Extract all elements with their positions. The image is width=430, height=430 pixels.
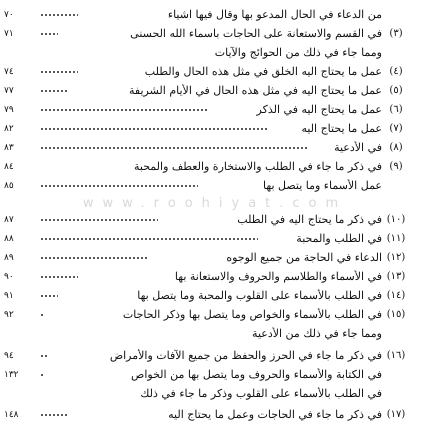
dot-leader (40, 373, 43, 378)
toc-index-number: (١١) (386, 233, 406, 244)
toc-entry (0, 367, 430, 382)
toc-page-number: ٧٠ (4, 10, 14, 20)
toc-index-number: (٨) (389, 142, 403, 153)
toc-page-number (4, 388, 34, 400)
toc-index-number: (١٧) (386, 409, 406, 420)
toc-entry (0, 407, 430, 422)
toc-page-number: ٩٢ (4, 310, 14, 320)
toc-page-number: ٨٩ (4, 253, 14, 263)
toc-title: في الأسماء والطلاسم والحروف والاستعانة بها (174, 270, 382, 283)
toc-page-number: ٩٤ (4, 351, 14, 361)
toc-index-number: (٧) (389, 123, 403, 134)
toc-page-number: ٧١ (4, 29, 14, 39)
dot-leader (40, 413, 68, 418)
toc-title: عمل الأسماء وما يتصل بها (263, 179, 382, 192)
toc-title: في ذكر ما جاء في الحرز والحفظ من جميع الآفات والأمراض (109, 349, 382, 362)
toc-page-number: ٨٧ (4, 215, 14, 225)
toc-entry (0, 288, 430, 303)
toc-index-number: (١٤) (386, 290, 406, 301)
toc-page-number: ٨٣ (4, 143, 14, 153)
toc-entry (0, 26, 430, 41)
dot-leader (40, 354, 48, 359)
toc-entry (0, 121, 430, 136)
toc-page-number (4, 328, 34, 340)
toc-index-number: (٥) (389, 85, 403, 96)
dot-leader (40, 313, 43, 318)
toc-index-number: (٩) (389, 161, 403, 172)
dot-leader (40, 184, 198, 189)
toc-page-number: ٩١ (4, 291, 14, 301)
toc-page-number: ١٤٨ (4, 410, 19, 420)
toc-title: في ذكر ما جاء في الحاجات وعمل ما يحتاج اليه (168, 408, 382, 421)
toc-title: عمل ما يحتاج اليه في الذكر (256, 103, 382, 116)
toc-entry (0, 386, 430, 401)
dot-leader (40, 32, 58, 37)
toc-entry (0, 348, 430, 363)
dot-leader (40, 275, 78, 280)
toc-title: في الطلب والمحبة (296, 232, 382, 245)
toc-title: في ذكر ما يحتاج اليه في الطلب (237, 213, 382, 226)
toc-title: في ذكر ما جاء في الطلب والاستخارة والعطف والمحبة (133, 160, 382, 173)
toc-index-number (386, 179, 406, 192)
toc-title: عمل ما يحتاج اليه الخلق في مثل هذه الحال والطلب (144, 65, 382, 78)
toc-entry (0, 64, 430, 79)
toc-index-number (386, 8, 406, 21)
toc-index-number (386, 327, 406, 340)
toc-page-number: ٩٠ (4, 272, 14, 282)
toc-page-number: ٨٥ (4, 181, 14, 191)
toc-index-number: (١٣) (386, 271, 406, 282)
dot-leader (40, 89, 68, 94)
toc-page-number (4, 47, 34, 59)
toc-entry (0, 140, 430, 155)
toc-entry (0, 307, 430, 322)
toc-page-number: ٧٤ (4, 67, 14, 77)
toc-index-number: (٣) (389, 28, 403, 39)
dot-leader (40, 218, 158, 223)
toc-index-number (386, 46, 406, 59)
toc-title: في القسم والاستعانة على الحاجات باسماء الله الحسنى (130, 27, 382, 40)
toc-title: في الكتابة والأسماء والحروف وما يتصل بها من الخواص (131, 368, 382, 381)
toc-entry (0, 231, 430, 246)
dot-leader (40, 70, 78, 75)
toc-index-number (386, 368, 406, 381)
dot-leader (40, 108, 208, 113)
toc-entry (0, 7, 430, 22)
toc-title: في الطلب بالأسماء على القلوب وذكر ما جاء في ذلك (140, 387, 382, 400)
toc-entry (0, 212, 430, 227)
toc-title: ومما جاء في ذلك من الحوائج والآيات (214, 46, 382, 59)
toc-entry (0, 45, 430, 60)
toc-page-number: ٨٨ (4, 234, 14, 244)
toc-index-number: (١٥) (386, 309, 406, 320)
dot-leader (40, 256, 148, 261)
toc-title: ومما جاء في ذلك من الأدعية (252, 327, 382, 340)
toc-title: من الدعاء في الحال المدعو بها وقال فيها اشياء (167, 8, 382, 21)
toc-page-number: ١٣٢ (4, 370, 19, 380)
toc-entry (0, 250, 430, 265)
dot-leader (40, 294, 58, 299)
toc-index-number: (١٦) (386, 350, 406, 361)
toc-index-number: (٤) (389, 66, 403, 77)
toc-title: الدعاء في الحاجة من جميع الوجوه (226, 251, 382, 264)
toc-page-number: ٧٧ (4, 86, 14, 96)
toc-page-number: ٨٤ (4, 162, 14, 172)
watermark-text: www.roohiyat.com (82, 196, 348, 211)
dot-leader (40, 127, 268, 132)
dot-leader (40, 13, 78, 18)
toc-entry (0, 269, 430, 284)
toc-entry (0, 178, 430, 193)
dot-leader (40, 146, 308, 151)
toc-title: عمل ما يحتاج اليه في مثل هذه الحال في الأيام الشريفة (129, 84, 382, 97)
toc-title: في الطلب بالأسماء على القلوب والمحبة وما يتصل بها (137, 289, 382, 302)
toc-index-number: (١٢) (386, 252, 406, 263)
toc-index-number: (٦) (389, 104, 403, 115)
toc-title: عمل ما يحتاج اليه (301, 122, 382, 135)
toc-title: في الأدعية (334, 141, 382, 154)
toc-entry (0, 326, 430, 341)
toc-index-number: (١٠) (386, 214, 406, 225)
toc-entry (0, 102, 430, 117)
toc-entry (0, 83, 430, 98)
toc-index-number (386, 387, 406, 400)
toc-title: في الطلب بالأسماء والخواص وما يتصل بها وذكر الحاجات (122, 308, 382, 321)
toc-page-number: ٨٢ (4, 124, 14, 134)
toc-entry (0, 159, 430, 174)
dot-leader (40, 237, 258, 242)
toc-page-number: ٧٩ (4, 105, 14, 115)
